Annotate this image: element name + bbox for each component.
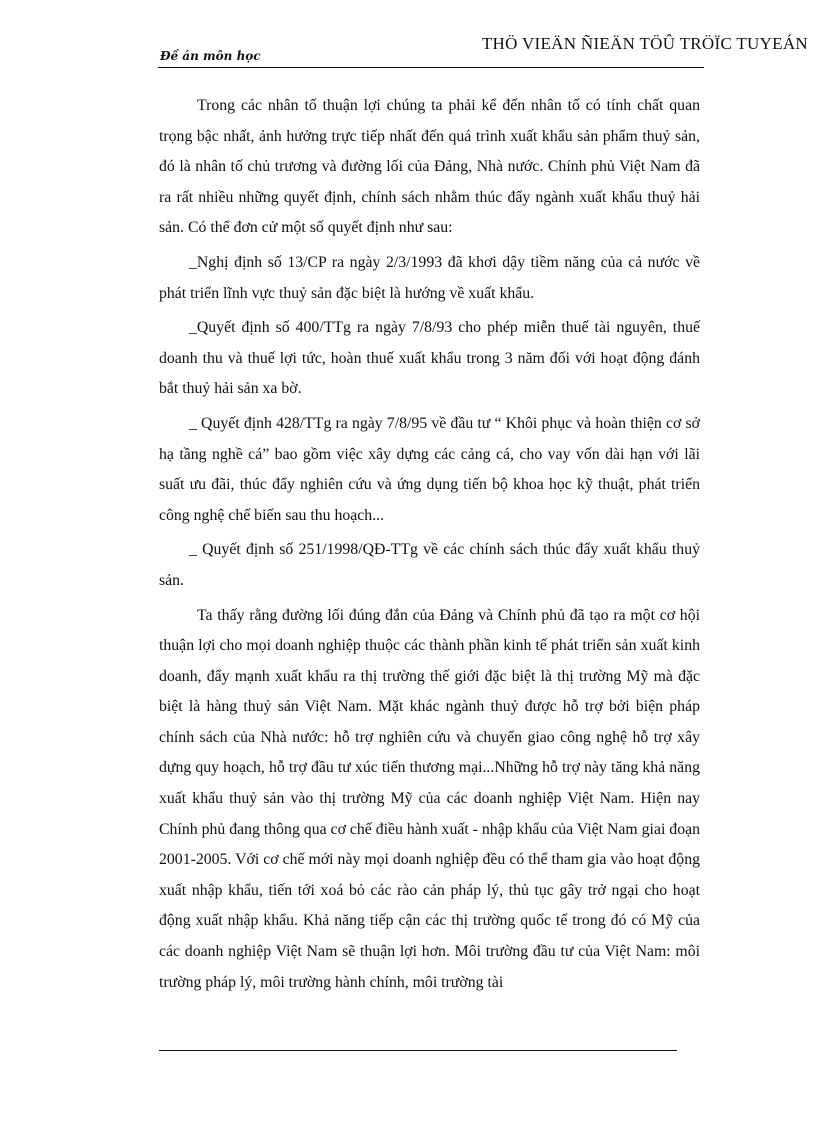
footer-divider [159,1050,677,1051]
paragraph-decision-400: _Quyết định số 400/TTg ra ngày 7/8/93 cho phép miễn thuế tài nguyên, thuế doanh thu và thuế lợi tức, hoàn thuế xuất khẩu trong 3 năm đối với hoạt động đánh bắt thuỷ hải sản xa bờ. [159,319,700,398]
paragraph-decree-13: _Nghị định số 13/CP ra ngày 2/3/1993 đã khơi dậy tiềm năng của cả nước về phát triển lĩnh vực thuỷ sản đặc biệt là hướng về xuất khẩu. [159,253,700,302]
header-divider [158,67,704,68]
header-course-label: Đề án môn học [160,49,261,63]
paragraph-analysis: Ta thấy rằng đường lối đúng đắn của Đảng và Chính phủ đã tạo ra một cơ hội thuận lợi cho mọi doanh nghiệp thuộc các thành phần kinh tế phát triển sản xuất kinh doanh, đẩy mạnh xuất khẩu ra thị trường thế giới đặc biệt là thị trường Mỹ mà đặc biệt là hàng thuỷ sản Việt Nam. Mặt khác ngành thuỷ được hỗ trợ bởi biện pháp chính sách của Nhà nước: hỗ trợ nghiên cứu và chuyển giao công nghệ hỗ trợ xây dựng quy hoạch, hỗ trợ đầu tư xúc tiến thương mại...Những hỗ trợ này tăng khả năng xuất khẩu thuỷ sản vào thị trường Mỹ của các doanh nghiệp Việt Nam. Hiện nay Chính phủ đang thông qua cơ chế điều hành xuất - nhập khẩu của Việt Nam giai đoạn 2001-2005. Với cơ chế mới này mọi doanh nghiệp đều có thể tham gia vào hoạt động xuất nhập khẩu, tiến tới xoá bỏ các rào cản pháp lý, thủ tục gây trở ngại cho hoạt động xuất nhập khẩu. Khả năng tiếp cận các thị trường quốc tế trong đó có Mỹ của các doanh nghiệp Việt Nam sẽ thuận lợi hơn. Môi trường đầu tư của Việt Nam: môi trường pháp lý, môi trường hành chính, môi trường tài [159,606,700,991]
paragraph-intro: Trong các nhân tố thuận lợi chúng ta phải kể đến nhân tố có tính chất quan trọng bậc nhất, ảnh hưởng trực tiếp nhất đến quá trình xuất khẩu sản phẩm thuỷ sản, đó là nhân tố chủ trương và đường lối của Đảng, Nhà nước. Chính phủ Việt Nam đã ra rất nhiều những quyết định, chính sách nhằm thúc đẩy ngành xuất khẩu thuỷ hải sản. Có thể đơn cử một số quyết định như sau: [159,97,700,237]
header-library-label: THÖ VIEÄN ÑIEÄN TÖÛ TRÖÏC TUYEÁN [481,34,808,53]
page-header [158,22,808,70]
paragraph-decision-428: _ Quyết định 428/TTg ra ngày 7/8/95 về đầu tư “ Khôi phục và hoàn thiện cơ sở hạ tầng nghề cá” bao gồm việc xây dựng các cảng cá, cho vay vốn dài hạn với lãi suất ưu đãi, thúc đẩy nghiên cứu và ứng dụng tiến bộ khoa học kỹ thuật, phát triển công nghệ chế biến sau thu hoạch... [159,414,700,524]
paragraph-decision-251: _ Quyết định số 251/1998/QĐ-TTg về các chính sách thúc đẩy xuất khẩu thuỷ sản. [159,541,700,589]
document-body [159,91,700,1002]
